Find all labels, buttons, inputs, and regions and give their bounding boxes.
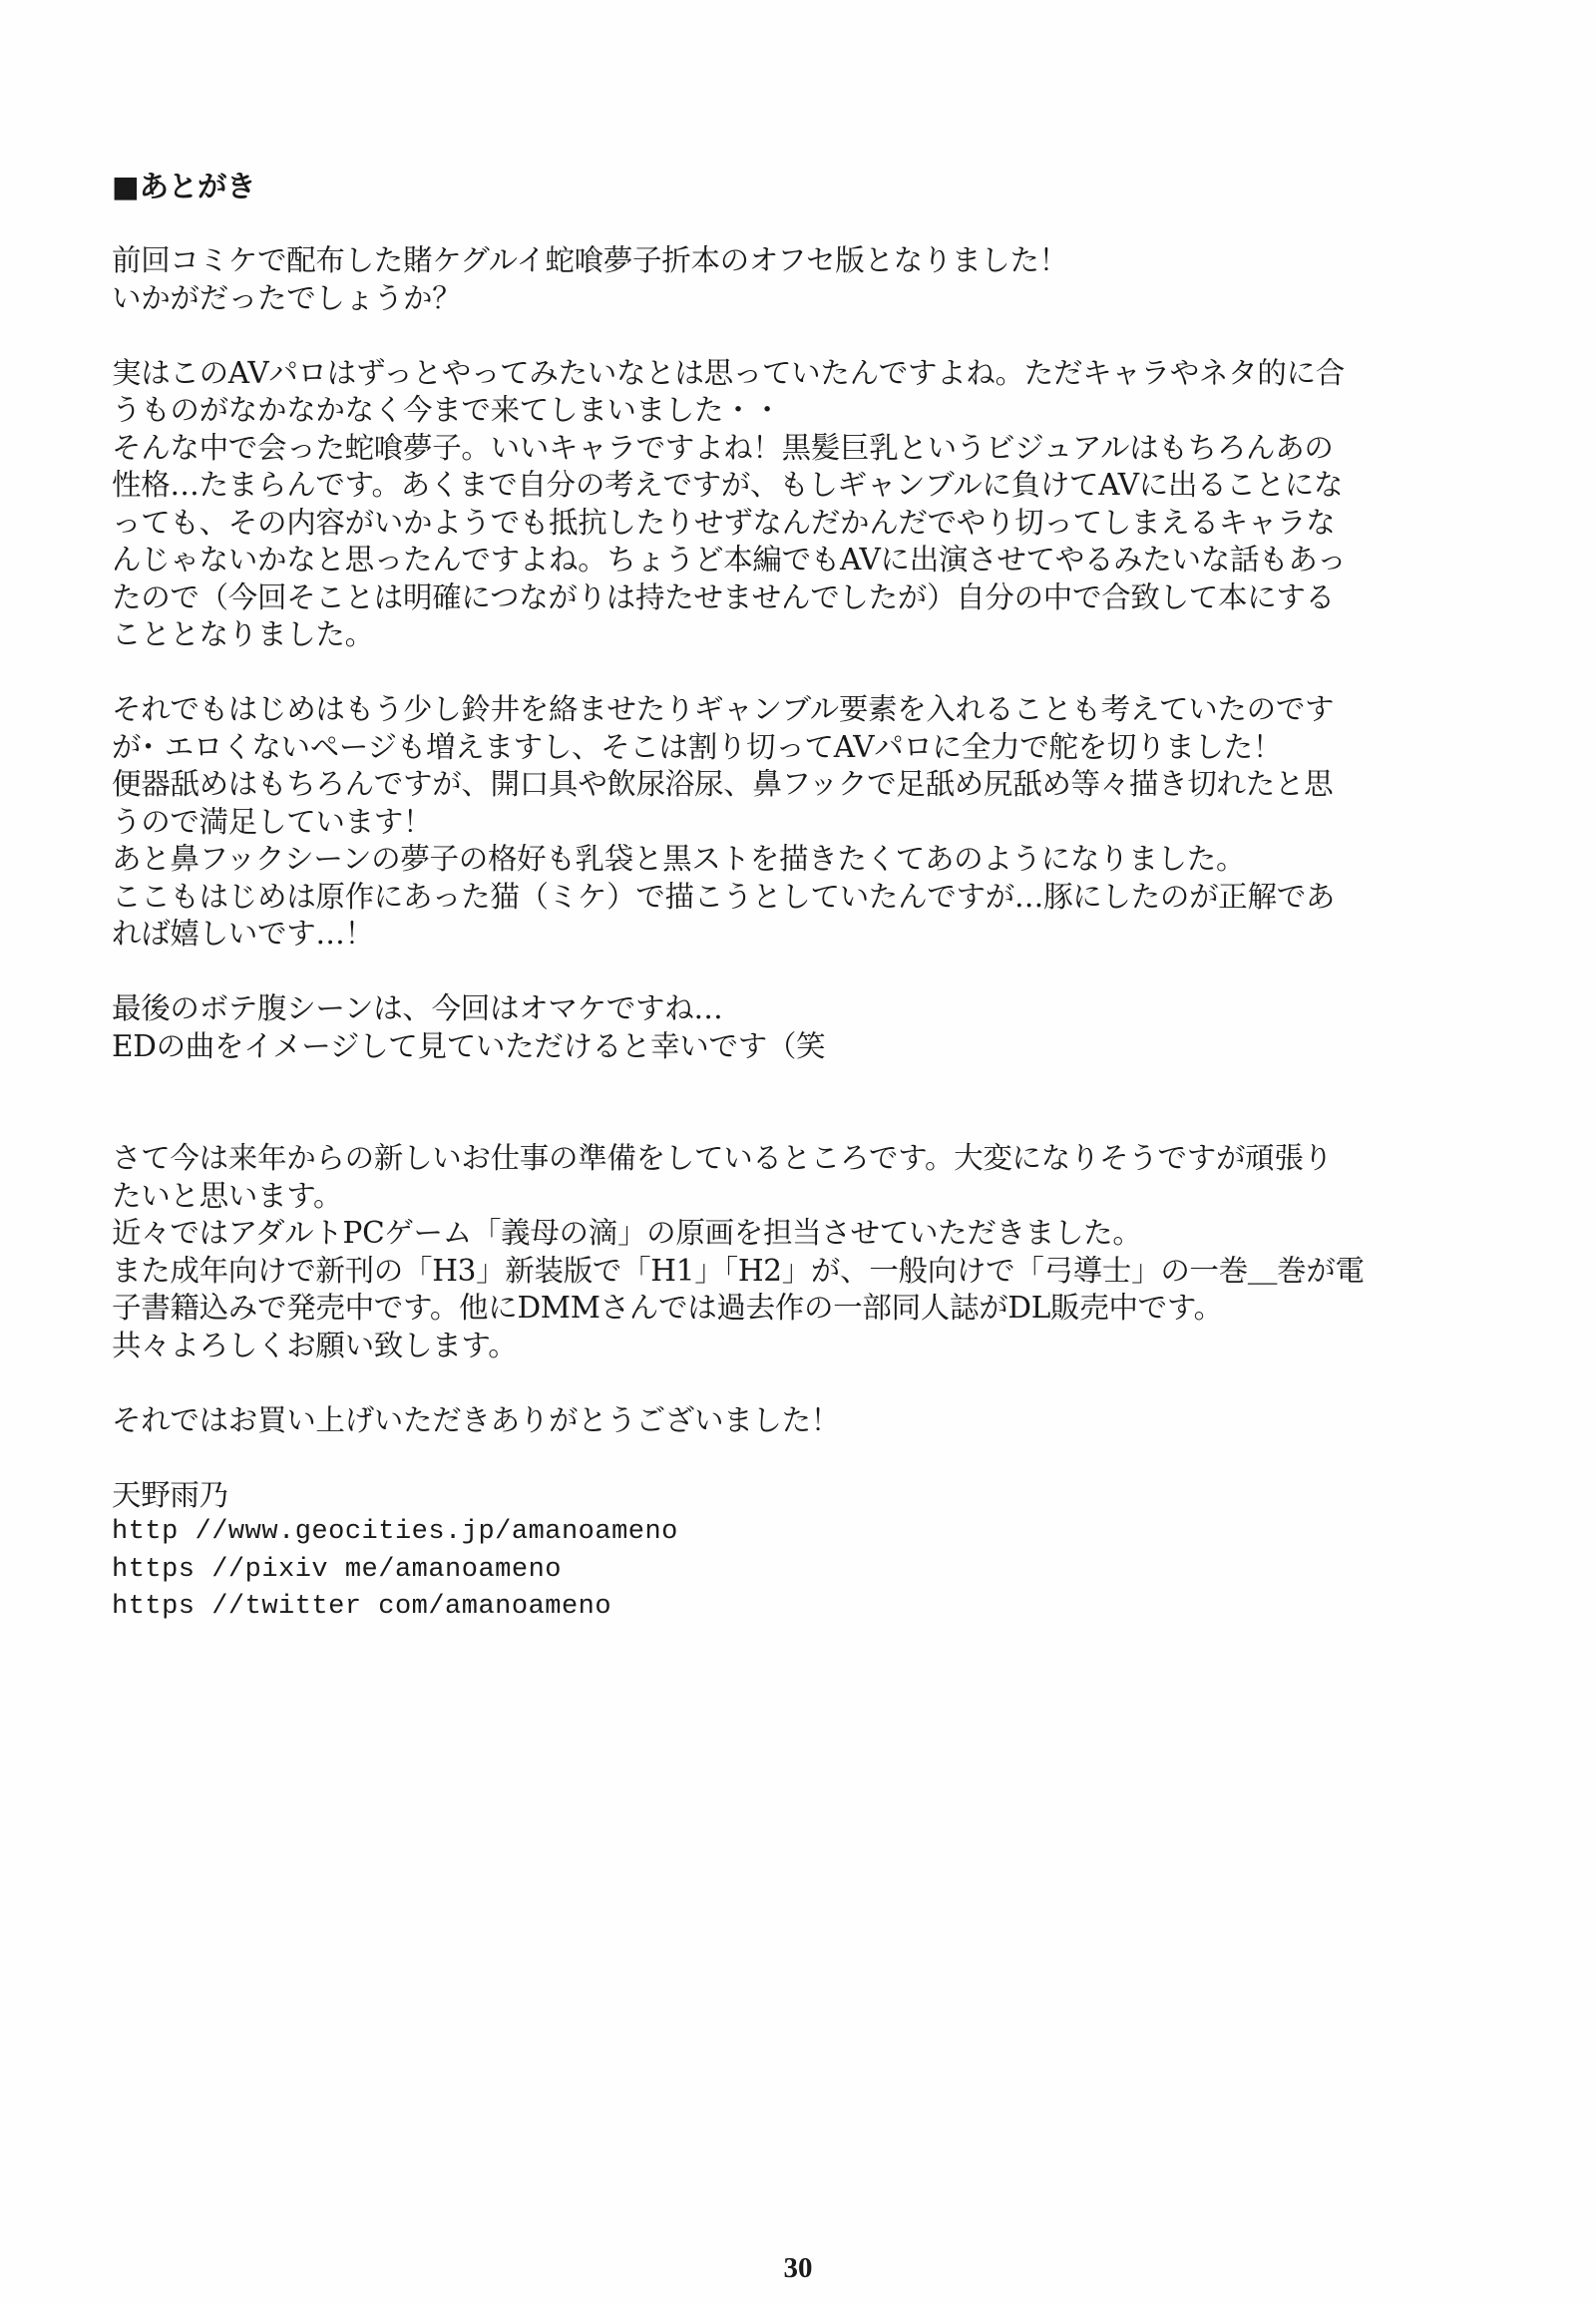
paragraph-5-line: 子書籍込みで発売中です。他にDMMさんでは過去作の一部同人誌がDL販売中です。 <box>112 1291 1223 1325</box>
paragraph-3-line: 便器舐めはもちろんですが、開口具や飲尿浴尿、鼻フックで足舐め尻舐め等々描き切れたと思 <box>112 767 1334 801</box>
paragraph-2-line: うものがなかなかなく今まで来てしまいました・・ <box>112 393 782 427</box>
author-name: 天野雨乃 <box>112 1477 228 1512</box>
paragraph-4-line: EDの曲をイメージして見ていただけると幸いです（笑 <box>112 1028 826 1063</box>
paragraph-2-line: んじゃないかなと思ったんですよね。ちょうど本編でもAVに出演させてやるみたいな話もあっ <box>112 543 1347 576</box>
afterword-heading: ■あとがき <box>112 169 256 203</box>
page-number: 30 <box>783 2252 813 2284</box>
paragraph-5-line: たいと思います。 <box>112 1178 343 1213</box>
paragraph-2-line: たので（今回そことは明確につながりは持たせませんでしたが）自分の中で合致して本にする <box>112 579 1335 614</box>
paragraph-5-line: 共々よろしくお願い致します。 <box>112 1328 518 1362</box>
paragraph-2-line: っても、その内容がいかようでも抵抗したりせずなんだかんだでやり切ってしまえるキャラな <box>112 505 1336 540</box>
website-link[interactable]: http //www.geocities.jp/amanoameno <box>112 1517 678 1547</box>
twitter-link[interactable]: https //twitter com/amanoameno <box>112 1592 612 1622</box>
paragraph-4-line: 最後のボテ腹シーンは、今回はオマケですね… <box>112 991 723 1025</box>
paragraph-3-line: ここもはじめは原作にあった猫（ミケ）で描こうとしていたんですが…豚にしたのが正解であ <box>112 879 1336 914</box>
paragraph-2-line: そんな中で会った蛇喰夢子。いいキャラですよね！黒髪巨乳というビジュアルはもちろんあの <box>112 430 1334 465</box>
paragraph-3-line: れば嬉しいです…！ <box>112 917 374 951</box>
paragraph-2-line: 性格…たまらんです。あくまで自分の考えですが、もしギャンブルに負けてAVに出ることにな <box>112 468 1344 502</box>
paragraph-5-line: 近々ではアダルトPCゲーム「義母の滴」の原画を担当させていただきました。 <box>112 1216 1142 1250</box>
paragraph-3-line: うので満足しています！ <box>112 804 433 839</box>
pixiv-link[interactable]: https //pixiv me/amanoameno <box>112 1554 562 1585</box>
paragraph-3-line: あと鼻フックシーンの夢子の格好も乳袋と黒ストを描きたくてあのようになりました。 <box>112 842 1246 876</box>
paragraph-2-line: 実はこのAVパロはずっとやってみたいなとは思っていたんですよね。ただキャラやネタ的に合 <box>112 355 1345 390</box>
paragraph-5-line: また成年向けで新刊の「H3」新装版で「H1」「H2」が、一般向けで「弓導士」の一巻＿巻が電 <box>112 1253 1365 1288</box>
paragraph-1-line: 前回コミケで配布した賭ケグルイ蛇喰夢子折本のオフセ版となりました！ <box>112 243 1068 277</box>
paragraph-6-line: それではお買い上げいただきありがとうございました！ <box>112 1402 841 1437</box>
paragraph-3-line: それでもはじめはもう少し鈴井を絡ませたりギャンブル要素を入れることも考えていたのです <box>112 692 1335 726</box>
paragraph-1-line: いかがだったでしょうか？ <box>112 280 462 315</box>
paragraph-2-line: こととなりました。 <box>112 617 374 651</box>
paragraph-3-line: が･ エロくないページも増えますし、そこは割り切ってAVパロに全力で舵を切りました！ <box>112 729 1283 764</box>
paragraph-5-line: さて今は来年からの新しいお仕事の準備をしているところです。大変になりそうですが頑張り <box>112 1141 1333 1175</box>
afterword-text <box>112 168 1508 1627</box>
